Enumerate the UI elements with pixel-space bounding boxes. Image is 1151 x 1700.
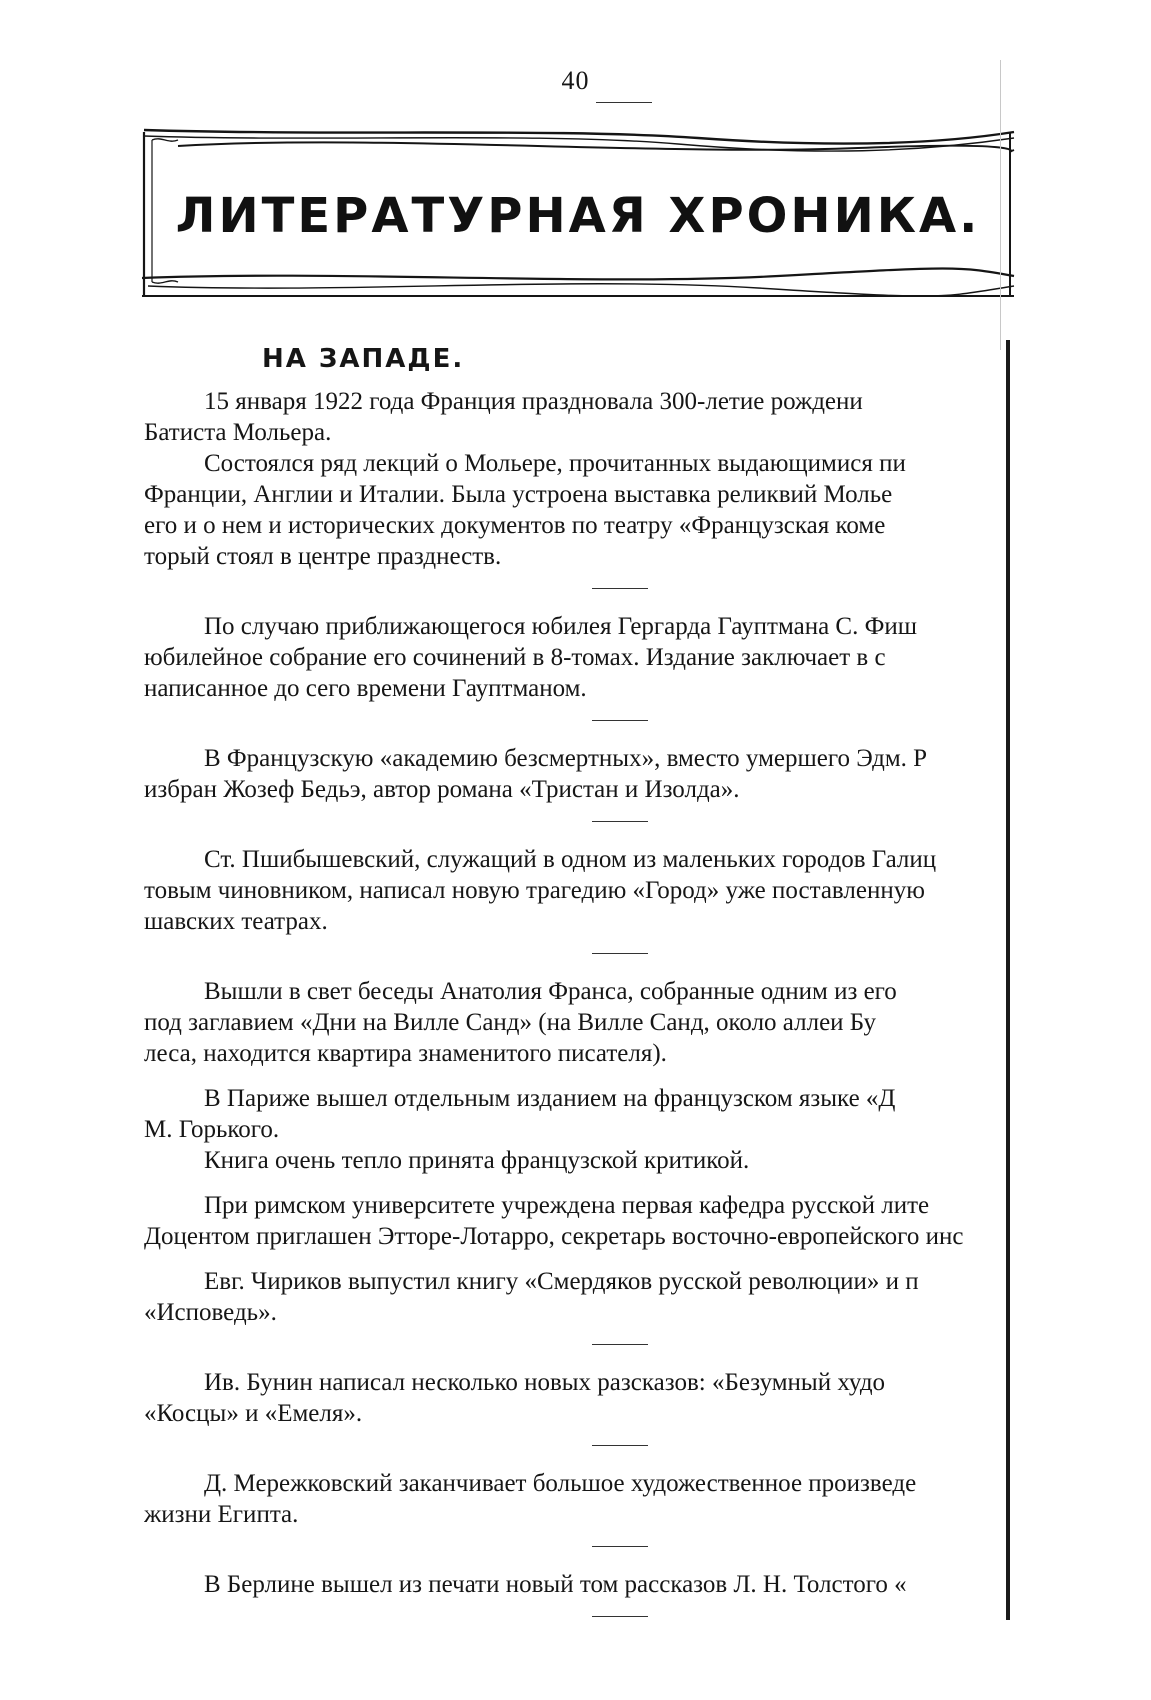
item-line: написанное до сего времени Гауптманом. (144, 675, 587, 702)
header-ornament-frame (138, 126, 1018, 316)
item-line: Д. Мережковский заканчивает большое художественное произведе (204, 1470, 917, 1497)
item-line: его и о нем и исторических документов по театру «Французская коме (144, 512, 886, 539)
news-item (144, 1468, 1014, 1530)
news-item (144, 976, 1014, 1069)
item-line: Ив. Бунин написал несколько новых разсказов: «Безумный худо (204, 1369, 886, 1396)
item-line: под заглавием «Дни на Вилле Санд» (на Вилле Санд, около аллеи Бу (144, 1009, 877, 1036)
news-item (144, 1266, 1014, 1328)
item-line: По случаю приближающегося юбилея Гергарда Гауптмана С. Фиш (204, 613, 917, 640)
item-line: избран Жозеф Бедьэ, автор романа «Тристан и Изолда». (144, 776, 740, 803)
page-number-rule (596, 102, 652, 103)
item-divider (592, 720, 648, 721)
item-divider (592, 1445, 648, 1446)
item-line: леса, находится квартира знаменитого писателя). (144, 1040, 667, 1067)
item-line: Евг. Чириков выпустил книгу «Смердяков русской революции» и п (204, 1268, 919, 1295)
news-item (144, 448, 1014, 572)
page-number: 40 (561, 66, 590, 95)
item-line: торый стоял в центре празднеств. (144, 543, 502, 570)
item-line: Ст. Пшибышевский, служащий в одном из маленьких городов Галиц (204, 846, 937, 873)
item-divider (592, 1546, 648, 1547)
item-line: При римском университете учреждена первая кафедра русской лите (204, 1192, 930, 1219)
item-line: Доцентом приглашен Этторе-Лотарро, секретарь восточно-европейского инс (144, 1223, 964, 1250)
item-line: Франции, Англии и Италии. Была устроена выставка реликвий Молье (144, 481, 893, 508)
item-line: М. Горького. (144, 1116, 280, 1143)
item-line: Книга очень тепло принята французской критикой. (204, 1147, 750, 1174)
item-line: В Берлине вышел из печати новый том рассказов Л. Н. Толстого « (204, 1571, 907, 1598)
item-divider (592, 588, 648, 589)
item-line: В Париже вышел отдельным изданием на французском языке «Д (204, 1085, 896, 1112)
chronicle-body (144, 334, 1014, 1664)
subsection-heading: НА ЗАПАДЕ. (262, 344, 465, 374)
item-line: Батиста Мольера. (144, 419, 332, 446)
news-item (144, 386, 1014, 448)
item-line: шавских театрах. (144, 908, 328, 935)
item-divider (592, 1616, 648, 1617)
item-line: Вышли в свет беседы Анатолия Франса, собранные одним из его (204, 978, 897, 1005)
item-line: 15 января 1922 года Франция праздновала 300-летие рождени (204, 388, 863, 415)
item-divider (592, 1344, 648, 1345)
news-item (144, 1367, 1014, 1429)
item-line: В Французскую «академию безсмертных», вместо умершего Эдм. Р (204, 745, 928, 772)
item-line: товым чиновником, написал новую трагедию «Город» уже поставленную (144, 877, 925, 904)
page-edge-faint (1000, 60, 1001, 350)
item-line: юбилейное собрание его сочинений в 8-томах. Издание заключает в с (144, 644, 886, 671)
item-divider (592, 953, 648, 954)
item-line: Состоялся ряд лекций о Мольере, прочитанных выдающимися пи (204, 450, 906, 477)
news-item (144, 1569, 1014, 1600)
news-item (144, 611, 1014, 704)
section-title: ЛИТЕРАТУРНАЯ ХРОНИКА. (175, 188, 981, 244)
item-line: «Исповедь». (144, 1299, 277, 1326)
news-item (144, 1083, 1014, 1176)
news-item (144, 743, 1014, 805)
item-line: жизни Египта. (144, 1501, 299, 1528)
news-item (144, 844, 1014, 937)
news-item (144, 1190, 1014, 1252)
item-line: «Косцы» и «Емеля». (144, 1400, 363, 1427)
item-divider (592, 821, 648, 822)
